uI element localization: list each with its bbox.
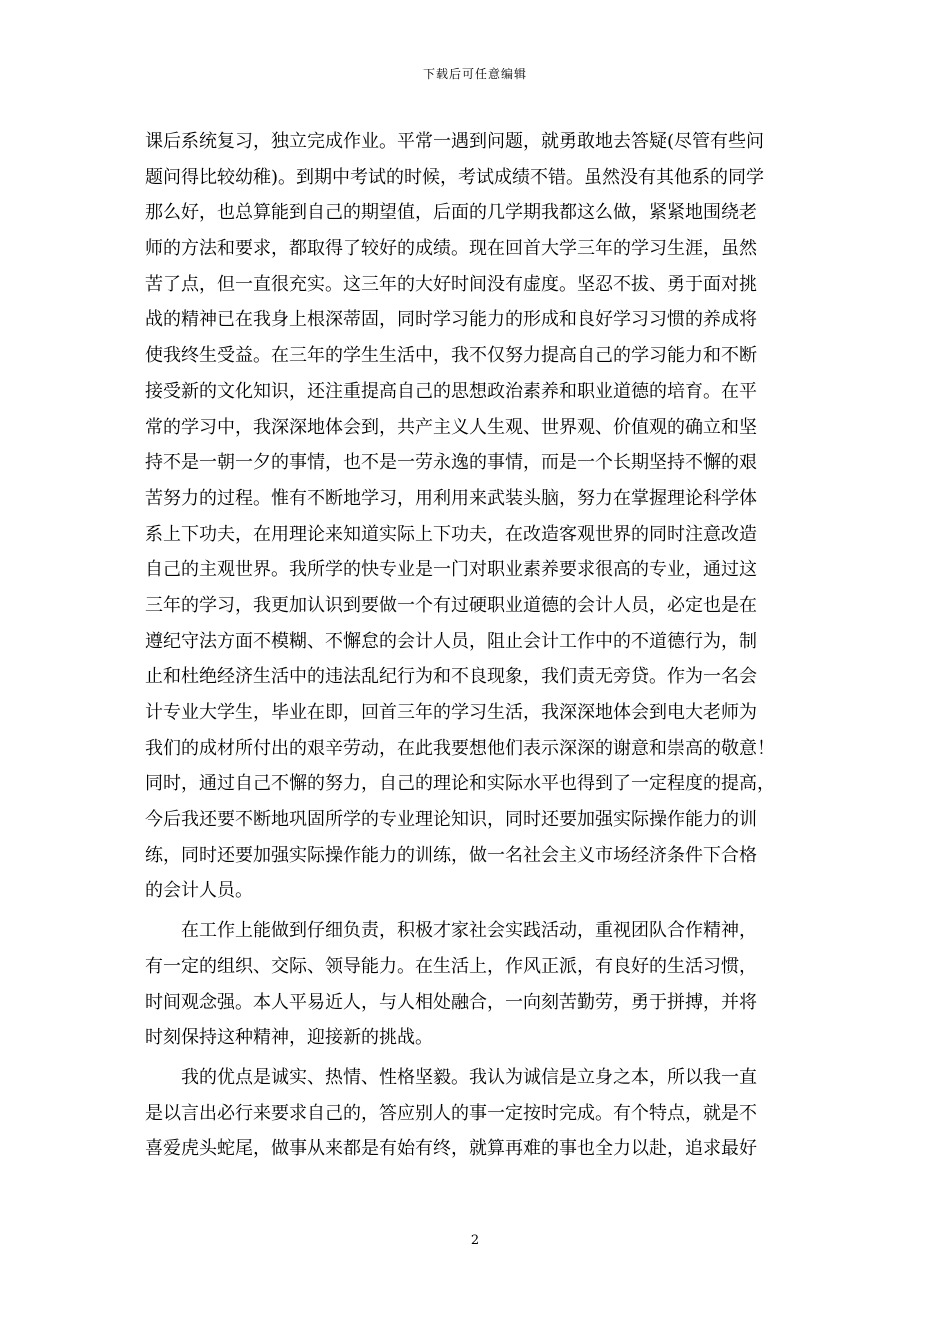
text-line: 持不是一朝一夕的事情，也不是一劳永逸的事情，而是一个长期坚持不懈的艰	[145, 452, 757, 474]
text-line: 的会计人员。	[145, 880, 253, 902]
text-line: 止和杜绝经济生活中的违法乱纪行为和不良现象，我们责无旁贷。作为一名会	[145, 666, 757, 688]
text-line: 接受新的文化知识，还注重提高自己的思想政治素养和职业道德的培育。在平	[145, 380, 757, 402]
text-line: 有一定的组织、交际、领导能力。在生活上，作风正派，有良好的生活习惯，	[145, 955, 757, 977]
text-line: 时刻保持这种精神，迎接新的挑战。	[145, 1027, 433, 1049]
text-line: 苦努力的过程。惟有不断地学习，用利用来武装头脑，努力在掌握理论科学体	[145, 487, 757, 509]
text-line: 那么好，也总算能到自己的期望值，后面的几学期我都这么做，紧紧地围绕老	[145, 202, 757, 224]
text-line: 是以言出必行来要求自己的，答应别人的事一定按时完成。有个特点，就是不	[145, 1102, 757, 1124]
text-line: 我们的成材所付出的艰辛劳动，在此我要想他们表示深深的谢意和崇高的敬意！	[145, 737, 775, 759]
text-line: 喜爱虎头蛇尾，做事从来都是有始有终，就算再难的事也全力以赴，追求最好	[145, 1138, 757, 1160]
text-line: 系上下功夫，在用理论来知道实际上下功夫，在改造客观世界的同时注意改造	[145, 523, 757, 545]
page-number: 2	[470, 1233, 480, 1248]
text-line: 常的学习中，我深深地体会到，共产主义人生观、世界观、价值观的确立和坚	[145, 416, 757, 438]
document-body	[145, 124, 805, 1167]
paragraph-1	[145, 124, 805, 909]
text-line: 计专业大学生，毕业在即，回首三年的学习生活，我深深地体会到电大老师为	[145, 702, 757, 723]
text-line: 同时，通过自己不懈的努力，自己的理论和实际水平也得到了一定程度的提高，	[145, 773, 775, 795]
text-line: 今后我还要不断地巩固所学的专业理论知识，同时还要加强实际操作能力的训	[145, 809, 757, 831]
paragraph-3	[145, 1060, 805, 1167]
text-line: 我的优点是诚实、热情、性格坚毅。我认为诚信是立身之本，所以我一直	[181, 1066, 757, 1088]
text-line: 自己的主观世界。我所学的快专业是一门对职业素养要求很高的专业，通过这	[145, 559, 757, 581]
text-line: 课后系统复习，独立完成作业。平常一遇到问题，就勇敢地去答疑(尽管有些问	[145, 131, 765, 152]
text-line: 时间观念强。本人平易近人，与人相处融合，一向刻苦勤劳，勇于拼搏，并将	[145, 991, 757, 1013]
text-line: 三年的学习，我更加认识到要做一个有过硬职业道德的会计人员，必定也是在	[145, 594, 757, 616]
text-line: 练，同时还要加强实际操作能力的训练，做一名社会主义市场经济条件下合格	[145, 844, 757, 866]
text-line: 苦了点，但一直很充实。这三年的大好时间没有虚度。坚忍不拔、勇于面对挑	[145, 273, 757, 295]
text-line: 遵纪守法方面不模糊、不懈怠的会计人员，阻止会计工作中的不道德行为，制	[145, 630, 757, 652]
paragraph-2	[145, 913, 805, 1056]
page-header: 下载后可任意编辑	[422, 67, 527, 81]
text-line: 使我终生受益。在三年的学生生活中，我不仅努力提高自己的学习能力和不断	[145, 345, 757, 367]
text-line: 在工作上能做到仔细负责，积极才家社会实践活动，重视团队合作精神，	[181, 920, 757, 942]
text-line: 战的精神已在我身上根深蒂固，同时学习能力的形成和良好学习习惯的养成将	[145, 309, 757, 331]
text-line: 题问得比较幼稚)。到期中考试的时候，考试成绩不错。虽然没有其他系的同学	[145, 166, 765, 188]
text-line: 师的方法和要求，都取得了较好的成绩。现在回首大学三年的学习生涯，虽然	[145, 238, 757, 260]
